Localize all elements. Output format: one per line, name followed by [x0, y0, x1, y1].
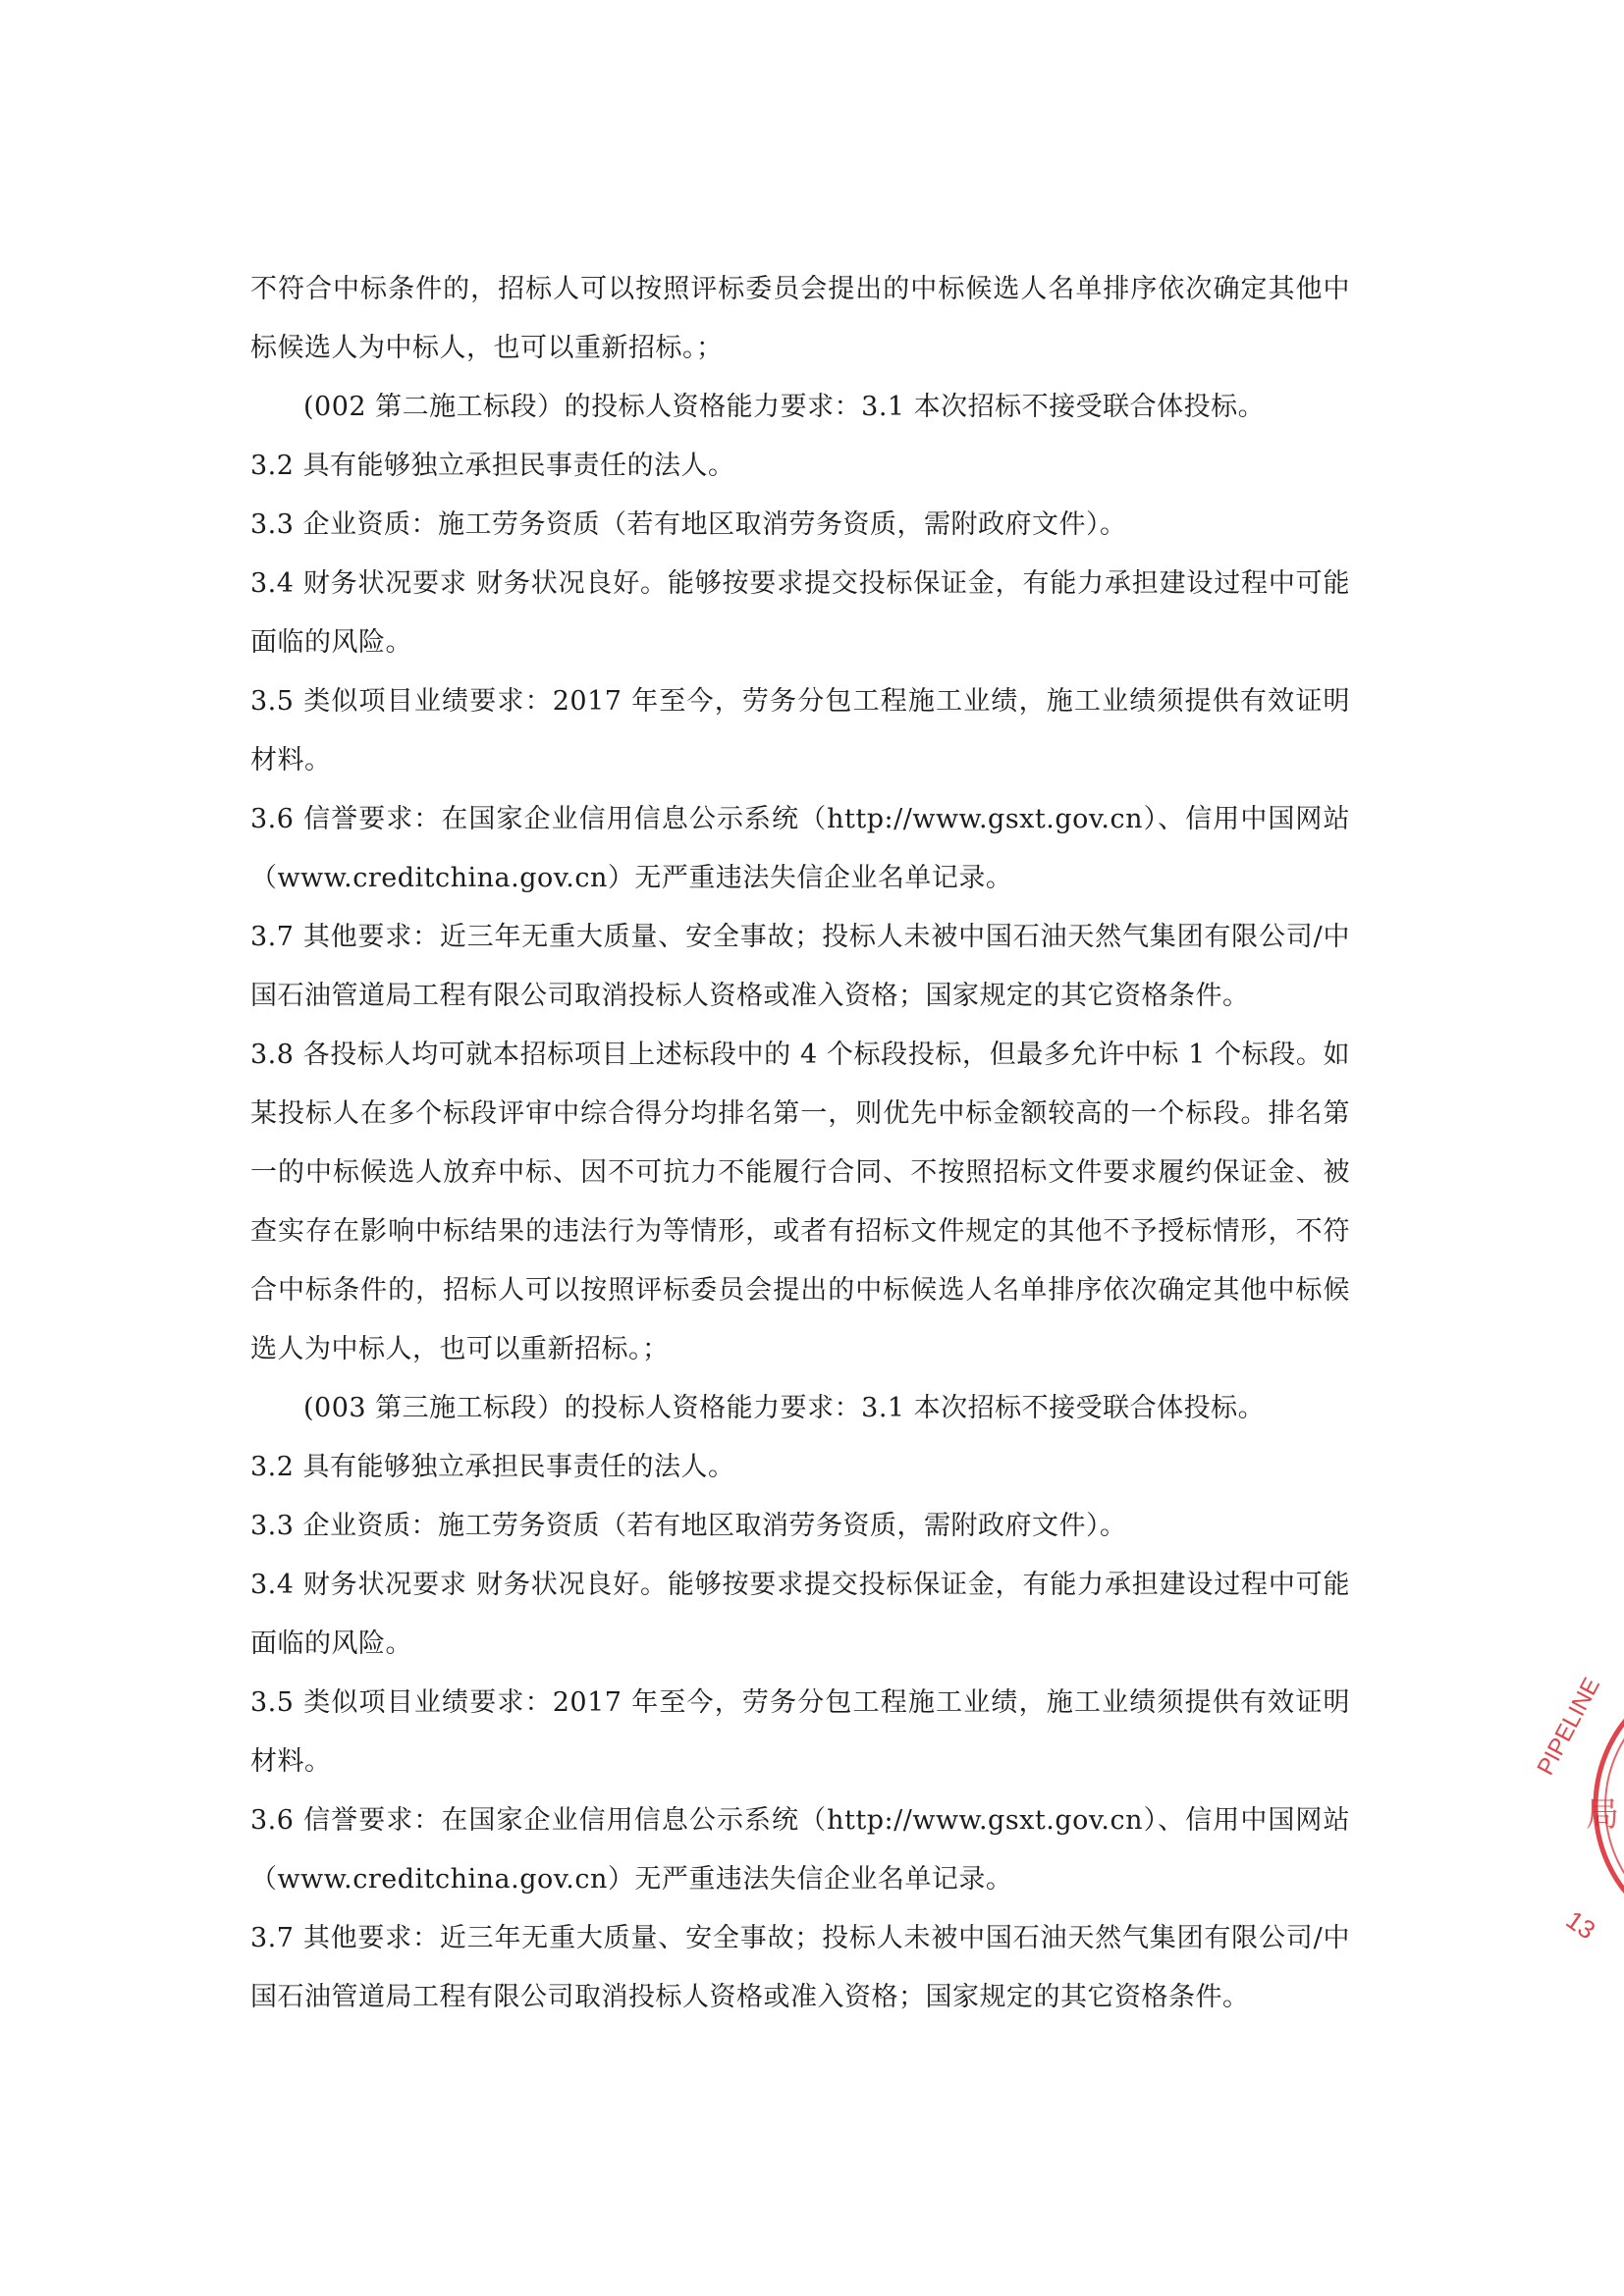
paragraph: 3.2 具有能够独立承担民事责任的法人。: [250, 1452, 735, 1482]
document-body: [250, 260, 1350, 2027]
official-seal-stamp: [1527, 1659, 1624, 1953]
paragraph: 3.8 各投标人均可就本招标项目上述标段中的 4 个标段投标，但最多允许中标 1 个标段。如某投标人在多个标段评审中综合得分均排名第一，则优先中标金额较高的一个标段。排名第一的中标候选人放弃中标、因不可抗力不能履行合同、不按照招标文件要求履约保证金、被查实存在影响中标结果的违法行为等情形，或者有招标文件规定的其他不予授标情形，不符合中标条件的，招标人可以按照评标委员会提出的中标候选人名单排序依次确定其他中标候选人为中标人，也可以重新招标。；: [250, 1040, 1350, 1364]
paragraph: 3.6 信誉要求：在国家企业信用信息公示系统（http://www.gsxt.gov.cn）、信用中国网站（www.creditchina.gov.cn）无严重违法失信企业名单记录。: [250, 804, 1350, 893]
paragraph: 3.4 财务状况要求 财务状况良好。能够按要求提交投标保证金，有能力承担建设过程中可能面临的风险。: [250, 1570, 1350, 1659]
paragraph: 3.5 类似项目业绩要求：2017 年至今，劳务分包工程施工业绩，施工业绩须提供有效证明材料。: [250, 1687, 1350, 1777]
paragraph: 3.6 信誉要求：在国家企业信用信息公示系统（http://www.gsxt.gov.cn）、信用中国网站（www.creditchina.gov.cn）无严重违法失信企业名单记录。: [250, 1805, 1350, 1895]
svg-text:PIPELINE: PIPELINE: [1532, 1673, 1606, 1780]
paragraph: 3.3 企业资质：施工劳务资质（若有地区取消劳务资质，需附政府文件）。: [250, 509, 1127, 540]
paragraph: 不符合中标条件的，招标人可以按照评标委员会提出的中标候选人名单排序依次确定其他中标候选人为中标人，也可以重新招标。；: [250, 274, 1350, 363]
svg-text:局: 局: [1586, 1795, 1619, 1835]
paragraph: 3.7 其他要求：近三年无重大质量、安全事故；投标人未被中国石油天然气集团有限公司/中国石油管道局工程有限公司取消投标人资格或准入资格；国家规定的其它资格条件。: [250, 922, 1350, 1011]
svg-text:13: 13: [1560, 1904, 1601, 1946]
paragraph: 3.5 类似项目业绩要求：2017 年至今，劳务分包工程施工业绩，施工业绩须提供有效证明材料。: [250, 686, 1350, 775]
paragraph: 3.3 企业资质：施工劳务资质（若有地区取消劳务资质，需附政府文件）。: [250, 1511, 1127, 1541]
paragraph: 3.4 财务状况要求 财务状况良好。能够按要求提交投标保证金，有能力承担建设过程中可能面临的风险。: [250, 568, 1350, 658]
paragraph: (003 第三施工标段）的投标人资格能力要求：3.1 本次招标不接受联合体投标。: [303, 1393, 1266, 1423]
paragraph: 3.2 具有能够独立承担民事责任的法人。: [250, 451, 735, 481]
paragraph: (002 第二施工标段）的投标人资格能力要求：3.1 本次招标不接受联合体投标。: [303, 392, 1266, 422]
paragraph: 3.7 其他要求：近三年无重大质量、安全事故；投标人未被中国石油天然气集团有限公司/中国石油管道局工程有限公司取消投标人资格或准入资格；国家规定的其它资格条件。: [250, 1923, 1350, 2012]
